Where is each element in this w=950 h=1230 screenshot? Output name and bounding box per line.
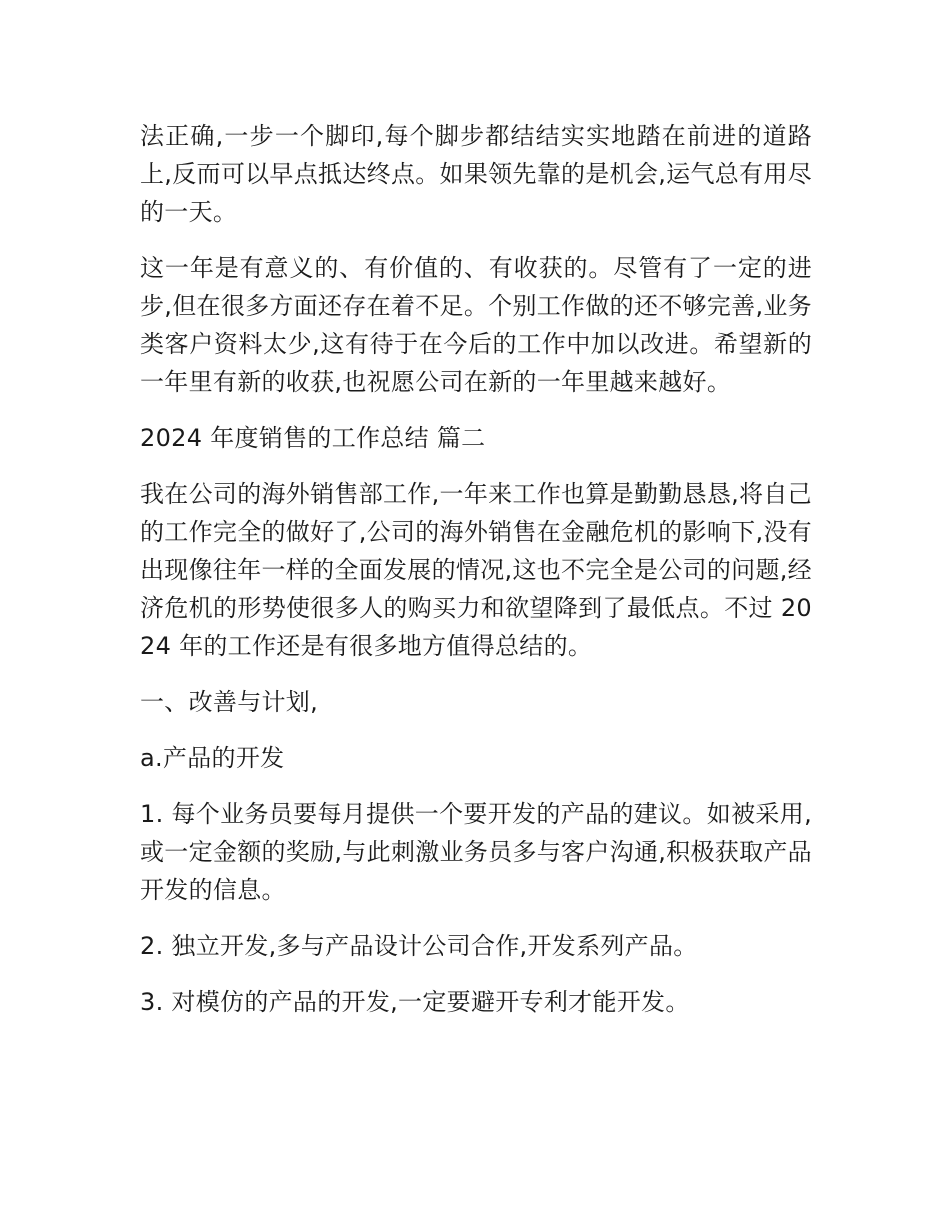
- section-heading: 2024 年度销售的工作总结 篇二: [140, 424, 486, 452]
- subheading-improvement-plan: 一、改善与计划,: [140, 688, 319, 716]
- paragraph-overseas-sales: 我在公司的海外销售部工作,一年来工作也算是勤勤恳恳,将自己的工作完全的做好了,公司的海外销售在金融危机的影响下,没有出现像往年一样的全面发展的情况,这也不完全是公司的问题,经济危机的形势使很多人的购买力和欲望降到了最低点。不过 2024 年的工作还是有很多地方值得总结的。: [140, 480, 812, 660]
- paragraph-continuation: 法正确,一步一个脚印,每个脚步都结结实实地踏在前进的道路上,反而可以早点抵达终点。如果领先靠的是机会,运气总有用尽的一天。: [140, 122, 812, 226]
- list-item-3: 3. 对模仿的产品的开发,一定要避开专利才能开发。: [140, 988, 690, 1016]
- list-item-1: 1. 每个业务员要每月提供一个要开发的产品的建议。如被采用,或一定金额的奖励,与此刺激业务员多与客户沟通,积极获取产品开发的信息。: [140, 800, 812, 904]
- document-body: [140, 117, 812, 1039]
- list-item-2: 2. 独立开发,多与产品设计公司合作,开发系列产品。: [140, 932, 698, 960]
- subheading-product-development: a.产品的开发: [140, 744, 285, 772]
- paragraph-year-summary: 这一年是有意义的、有价值的、有收获的。尽管有了一定的进步,但在很多方面还存在着不足。个别工作做的还不够完善,业务类客户资料太少,这有待于在今后的工作中加以改进。希望新的一年里有新的收获,也祝愿公司在新的一年里越来越好。: [140, 254, 812, 396]
